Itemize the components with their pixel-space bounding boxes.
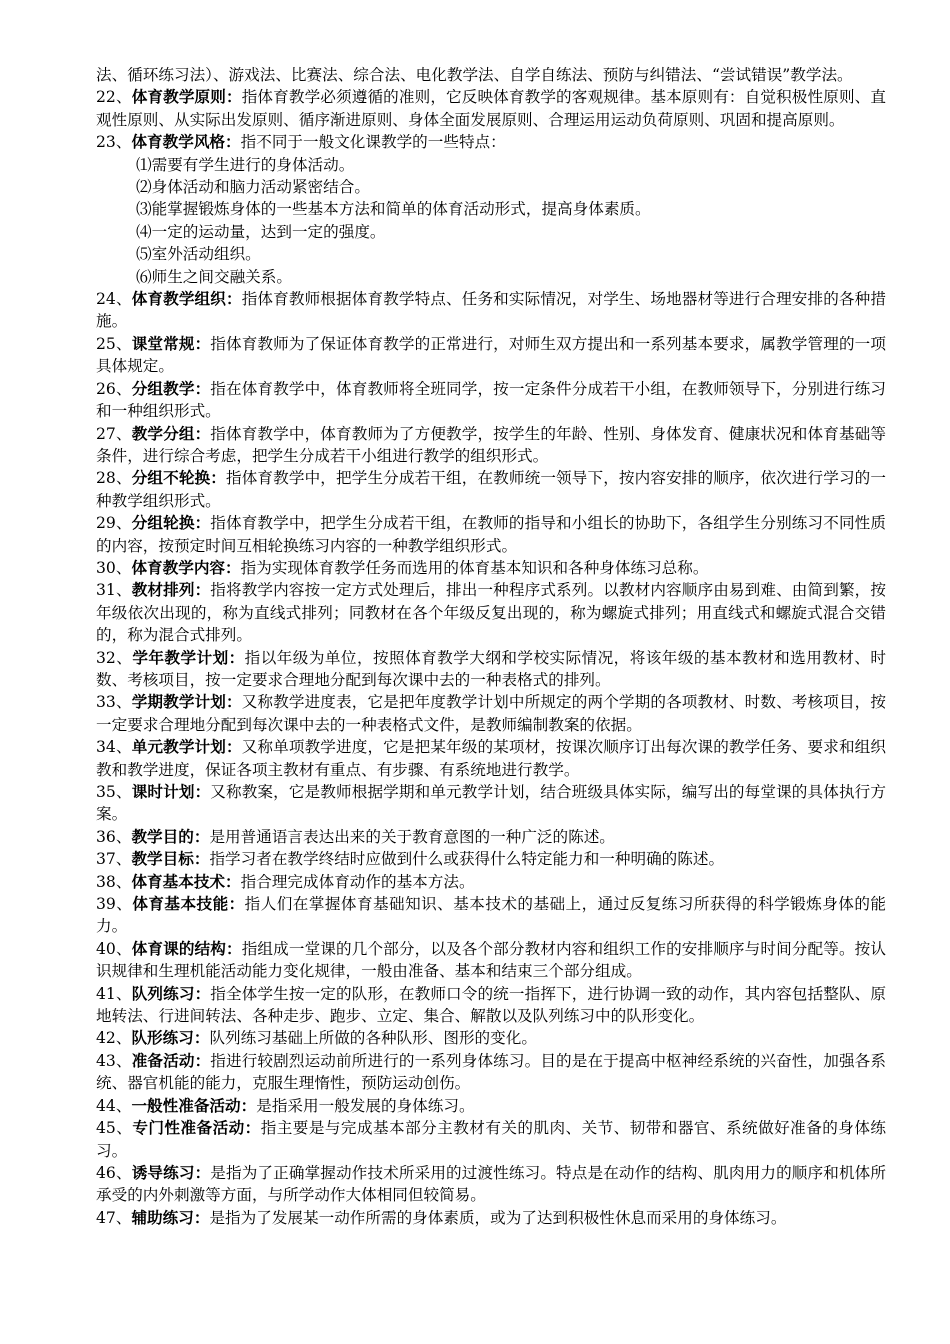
entry-definition: 指体育教师根据体育教学特点、任务和实际情况，对学生、场地器材等进行合理安排的各种措施。 [96, 290, 886, 331]
entry-separator: ： [194, 1050, 211, 1070]
entry-definition: 是指为了正确掌握动作技术所采用的过渡性练习。特点是在动作的结构、肌肉用力的顺序和机体所承受的内外刺激等方面，与所学动作大体相同但较简易。 [96, 1163, 886, 1205]
entry-number: 44、 [96, 1096, 132, 1115]
entry-number: 33、 [96, 693, 132, 712]
entry-term: 准备活动 [131, 1050, 195, 1070]
entry-definition: 指不同于一般文化课教学的一些特点： [240, 133, 506, 152]
entry-separator: ： [228, 647, 245, 667]
glossary-entry [96, 1162, 886, 1207]
entry-number: 23、 [96, 133, 132, 152]
entry-definition: 指人们在掌握体育基础知识、基本技术的基础上，通过反复练习所获得的科学锻炼身体的能力。 [96, 895, 886, 936]
entry-separator: ： [194, 378, 211, 398]
glossary-entry [96, 1207, 886, 1229]
glossary-entry [96, 647, 886, 692]
glossary-entry [96, 893, 886, 938]
entry-separator: ： [194, 1162, 211, 1182]
entry-definition: 队列练习基础上所做的各种队形、图形的变化。 [209, 1029, 537, 1048]
style-list-item: ⑹师生之间交融关系。 [136, 267, 292, 286]
glossary-entry [96, 288, 886, 333]
entry-term: 体育基本技能 [132, 894, 229, 914]
glossary-entry [96, 512, 886, 557]
entry-separator: ： [226, 737, 242, 757]
entry-number: 24、 [96, 290, 132, 309]
glossary-entry [96, 467, 886, 512]
entry-definition: 是指采用一般发展的身体练习。 [256, 1096, 475, 1115]
entry-separator: ： [210, 468, 226, 488]
style-list-item: ⑸室外活动组织。 [136, 245, 261, 264]
entry-definition: 指全体学生按一定的队形，在教师口令的统一指挥下，进行协调一致的动作，其内容包括整队、原地转法、行进间转法、各种走步、跑步、立定、集合、解散以及队列练习中的队形变化。 [96, 984, 886, 1026]
glossary-entry [96, 871, 886, 893]
entry-separator: ： [194, 333, 211, 353]
glossary-entry [96, 938, 886, 983]
entry-separator: ： [244, 1118, 261, 1138]
entry-number: 34、 [96, 738, 132, 757]
entry-separator: ： [193, 826, 210, 846]
entry-separator: ： [240, 1095, 257, 1115]
entry-number: 25、 [96, 334, 132, 353]
style-list-item: ⑴需要有学生进行的身体活动。 [136, 155, 355, 174]
glossary-entry [96, 1050, 886, 1095]
glossary-entry [96, 333, 886, 378]
entry-number: 45、 [96, 1119, 133, 1138]
entry-number: 35、 [96, 783, 132, 801]
style-list-item: ⑵身体活动和脑力活动紧密结合。 [136, 178, 370, 197]
entry-separator: ： [193, 1028, 210, 1048]
entry-number: 28、 [96, 469, 132, 488]
entry-separator: ： [228, 894, 245, 914]
glossary-entry [96, 557, 886, 579]
entry-definition: 指主要是与完成基本部分主教材有关的肌肉、关节、韧带和器官、系统做好准备的身体练习。 [96, 1119, 886, 1160]
entry-number: 30、 [96, 558, 132, 577]
entry-number: 43、 [96, 1051, 132, 1070]
entry-term: 专门性准备活动 [132, 1118, 245, 1138]
glossary-entry [96, 378, 886, 423]
glossary-entry [96, 848, 886, 870]
entry-separator: ： [194, 782, 211, 801]
entry-separator: ： [194, 513, 211, 533]
entry-definition: 是用普通语言表达出来的关于教育意图的一种广泛的陈述。 [209, 827, 615, 846]
entry-term: 教学目标 [131, 849, 194, 869]
entry-separator: ： [225, 871, 241, 891]
entry-definition: 又称教案，它是教师根据学期和单元教学计划，结合班级具体实际，编写出的每堂课的具体执行方案。 [96, 783, 886, 824]
entry-term: 分组教学 [131, 378, 195, 398]
entry-definition: 指在体育教学中，体育教师将全班同学，按一定条件分成若干小组，在教师领导下，分别进行练习和一种组织形式。 [96, 379, 886, 421]
entry-number: 26、 [96, 379, 132, 398]
entry-term: 辅助练习 [131, 1207, 194, 1227]
entry-separator: ： [226, 87, 242, 107]
glossary-entry [96, 1027, 886, 1049]
entry-number: 39、 [96, 895, 133, 914]
glossary-entry [96, 983, 886, 1028]
entry-term: 课时计划 [131, 782, 195, 801]
glossary-entry [96, 691, 886, 736]
entry-definition: 是指为了发展某一动作所需的身体素质，或为了达到积极性休息而采用的身体练习。 [209, 1208, 787, 1227]
entry-separator: ： [194, 983, 211, 1003]
entry-definition: 指体育教师为了保证体育教学的正常进行，对师生双方提出和一系列基本要求，属教学管理的一项具体规定。 [96, 334, 886, 376]
glossary-entry [96, 1117, 886, 1162]
entry-term: 体育教学内容 [131, 557, 226, 577]
entry-term: 分组轮换 [131, 513, 195, 533]
entry-definition: 指为实现体育教学任务而选用的体育基本知识和各种身体练习总称。 [240, 558, 709, 577]
entry-number: 31、 [96, 581, 132, 600]
glossary-entries [96, 86, 886, 1229]
entry-definition: 又称单项教学进度，它是把某年级的某项材，按课次顺序订出每次课的教学任务、要求和组织教和教学进度，保证各项主教材有重点、有步骤、有系统地进行教学。 [96, 738, 886, 779]
entry-term: 体育课的结构 [131, 938, 226, 958]
entry-definition: 指进行较剧烈运动前所进行的一系列身体练习。目的是在于提高中枢神经系统的兴奋性，加强各系统、器官机能的能力，克服生理惰性，预防运动创伤。 [96, 1051, 886, 1093]
entry-term: 体育基本技术 [131, 871, 226, 891]
entry-definition: 指以年级为单位，按照体育教学大纲和学校实际情况，将该年级的基本教材和选用教材、时数、考核项目，按一定要求合理地分配到每次课中去的一种表格式的排列。 [96, 648, 886, 689]
entry-term: 诱导练习 [131, 1162, 195, 1182]
entry-definition: 指组成一堂课的几个部分，以及各个部分教材内容和组织工作的安排顺序与时间分配等。按认识规律和生理机能活动能力变化规律，一般由准备、基本和结束三个部分组成。 [96, 939, 886, 981]
entry-term: 教材排列 [131, 580, 195, 600]
entry-number: 27、 [96, 424, 132, 443]
entry-number: 22、 [96, 88, 132, 107]
entry-term: 课堂常规 [131, 333, 195, 353]
entry-separator: ： [225, 557, 241, 577]
glossary-entry [96, 781, 886, 826]
glossary-entry [96, 579, 886, 646]
entry-term: 分组不轮换 [131, 468, 211, 488]
entry-number: 32、 [96, 648, 133, 667]
entry-number: 41、 [96, 984, 132, 1003]
entry-definition: 指体育教学必须遵循的准则，它反映体育教学的客观规律。基本原则有：自觉积极性原则、直观性原则、从实际出发原则、循序渐进原则、身体全面发展原则、合理运用运动负荷原则、巩固和提高原则。 [96, 88, 886, 129]
style-list-item: ⑶能掌握锻炼身体的一些基本方法和简单的体育活动形式，提高身体素质。 [136, 200, 651, 219]
entry-term: 队形练习 [131, 1028, 194, 1048]
entry-separator: ： [226, 938, 242, 958]
entry-number: 29、 [96, 514, 132, 533]
entry-number: 46、 [96, 1163, 132, 1182]
entry-separator: ： [193, 849, 210, 869]
glossary-entry [96, 423, 886, 468]
glossary-entry [96, 1095, 886, 1117]
entry-number: 36、 [96, 827, 132, 846]
glossary-entry [96, 131, 886, 153]
entry-number: 47、 [96, 1208, 132, 1227]
entry-definition: 指将教学内容按一定方式处理后，排出一种程序式系列。以教材内容顺序由易到难、由简到繁，按年级依次出现的，称为直线式排列；同教材在各个年级反复出现的，称为螺旋式排列；用直线式和螺旋式混合交错的，称为混合式排列。 [96, 581, 886, 645]
entry-definition: 指体育教学中，把学生分成若干组，在教师统一领导下，按内容安排的顺序，依次进行学习的一种教学组织形式。 [96, 469, 886, 510]
entry-term: 一般性准备活动 [131, 1095, 241, 1115]
entry-separator: ： [194, 423, 211, 443]
entry-term: 教学目的 [131, 826, 194, 846]
entry-term: 体育教学风格 [131, 132, 226, 152]
glossary-entry [96, 736, 886, 781]
entry-term: 单元教学计划 [131, 737, 226, 757]
lead-paragraph: 法、循环练习法）、游戏法、比赛法、综合法、电化教学法、自学自练法、预防与纠错法、“尝试错误”教学法。 [96, 66, 853, 84]
entry-separator: ： [226, 289, 242, 309]
entry-number: 40、 [96, 939, 132, 958]
entry-separator: ： [226, 692, 242, 712]
entry-term: 学期教学计划 [131, 692, 226, 712]
entry-definition: 指合理完成体育动作的基本方法。 [240, 872, 475, 891]
entry-term: 体育教学组织 [131, 289, 226, 309]
entry-term: 体育教学原则 [131, 87, 226, 107]
entry-definition: 指体育教学中，把学生分成若干组，在教师的指导和小组长的协助下，各组学生分别练习不同性质的内容，按预定时间互相轮换练习内容的一种教学组织形式。 [96, 514, 886, 555]
entry-number: 42、 [96, 1029, 132, 1048]
entry-separator: ： [194, 580, 211, 600]
entry-term: 队列练习 [131, 983, 195, 1003]
style-list-item: ⑷一定的运动量，达到一定的强度。 [136, 222, 386, 241]
entry-definition: 指学习者在教学终结时应做到什么或获得什么特定能力和一种明确的陈述。 [209, 850, 725, 869]
entry-number: 37、 [96, 850, 132, 869]
entry-term: 教学分组 [131, 423, 195, 443]
glossary-entry [96, 86, 886, 131]
entry-number: 38、 [96, 872, 132, 891]
entry-separator: ： [193, 1207, 210, 1227]
entry-definition: 又称教学进度表，它是把年度教学计划中所规定的两个学期的各项教材、时数、考核项目，按一定要求合理地分配到每次课中去的一种表格式文件，是教师编制教案的依据。 [96, 693, 886, 734]
glossary-entry [96, 826, 886, 848]
entry-term: 学年教学计划 [132, 647, 229, 667]
entry-separator: ： [225, 132, 241, 152]
entry-definition: 指体育教学中，体育教师为了方便教学，按学生的年龄、性别、身体发育、健康状况和体育基础等条件，进行综合考虑，把学生分成若干小组进行教学的组织形式。 [96, 424, 886, 465]
